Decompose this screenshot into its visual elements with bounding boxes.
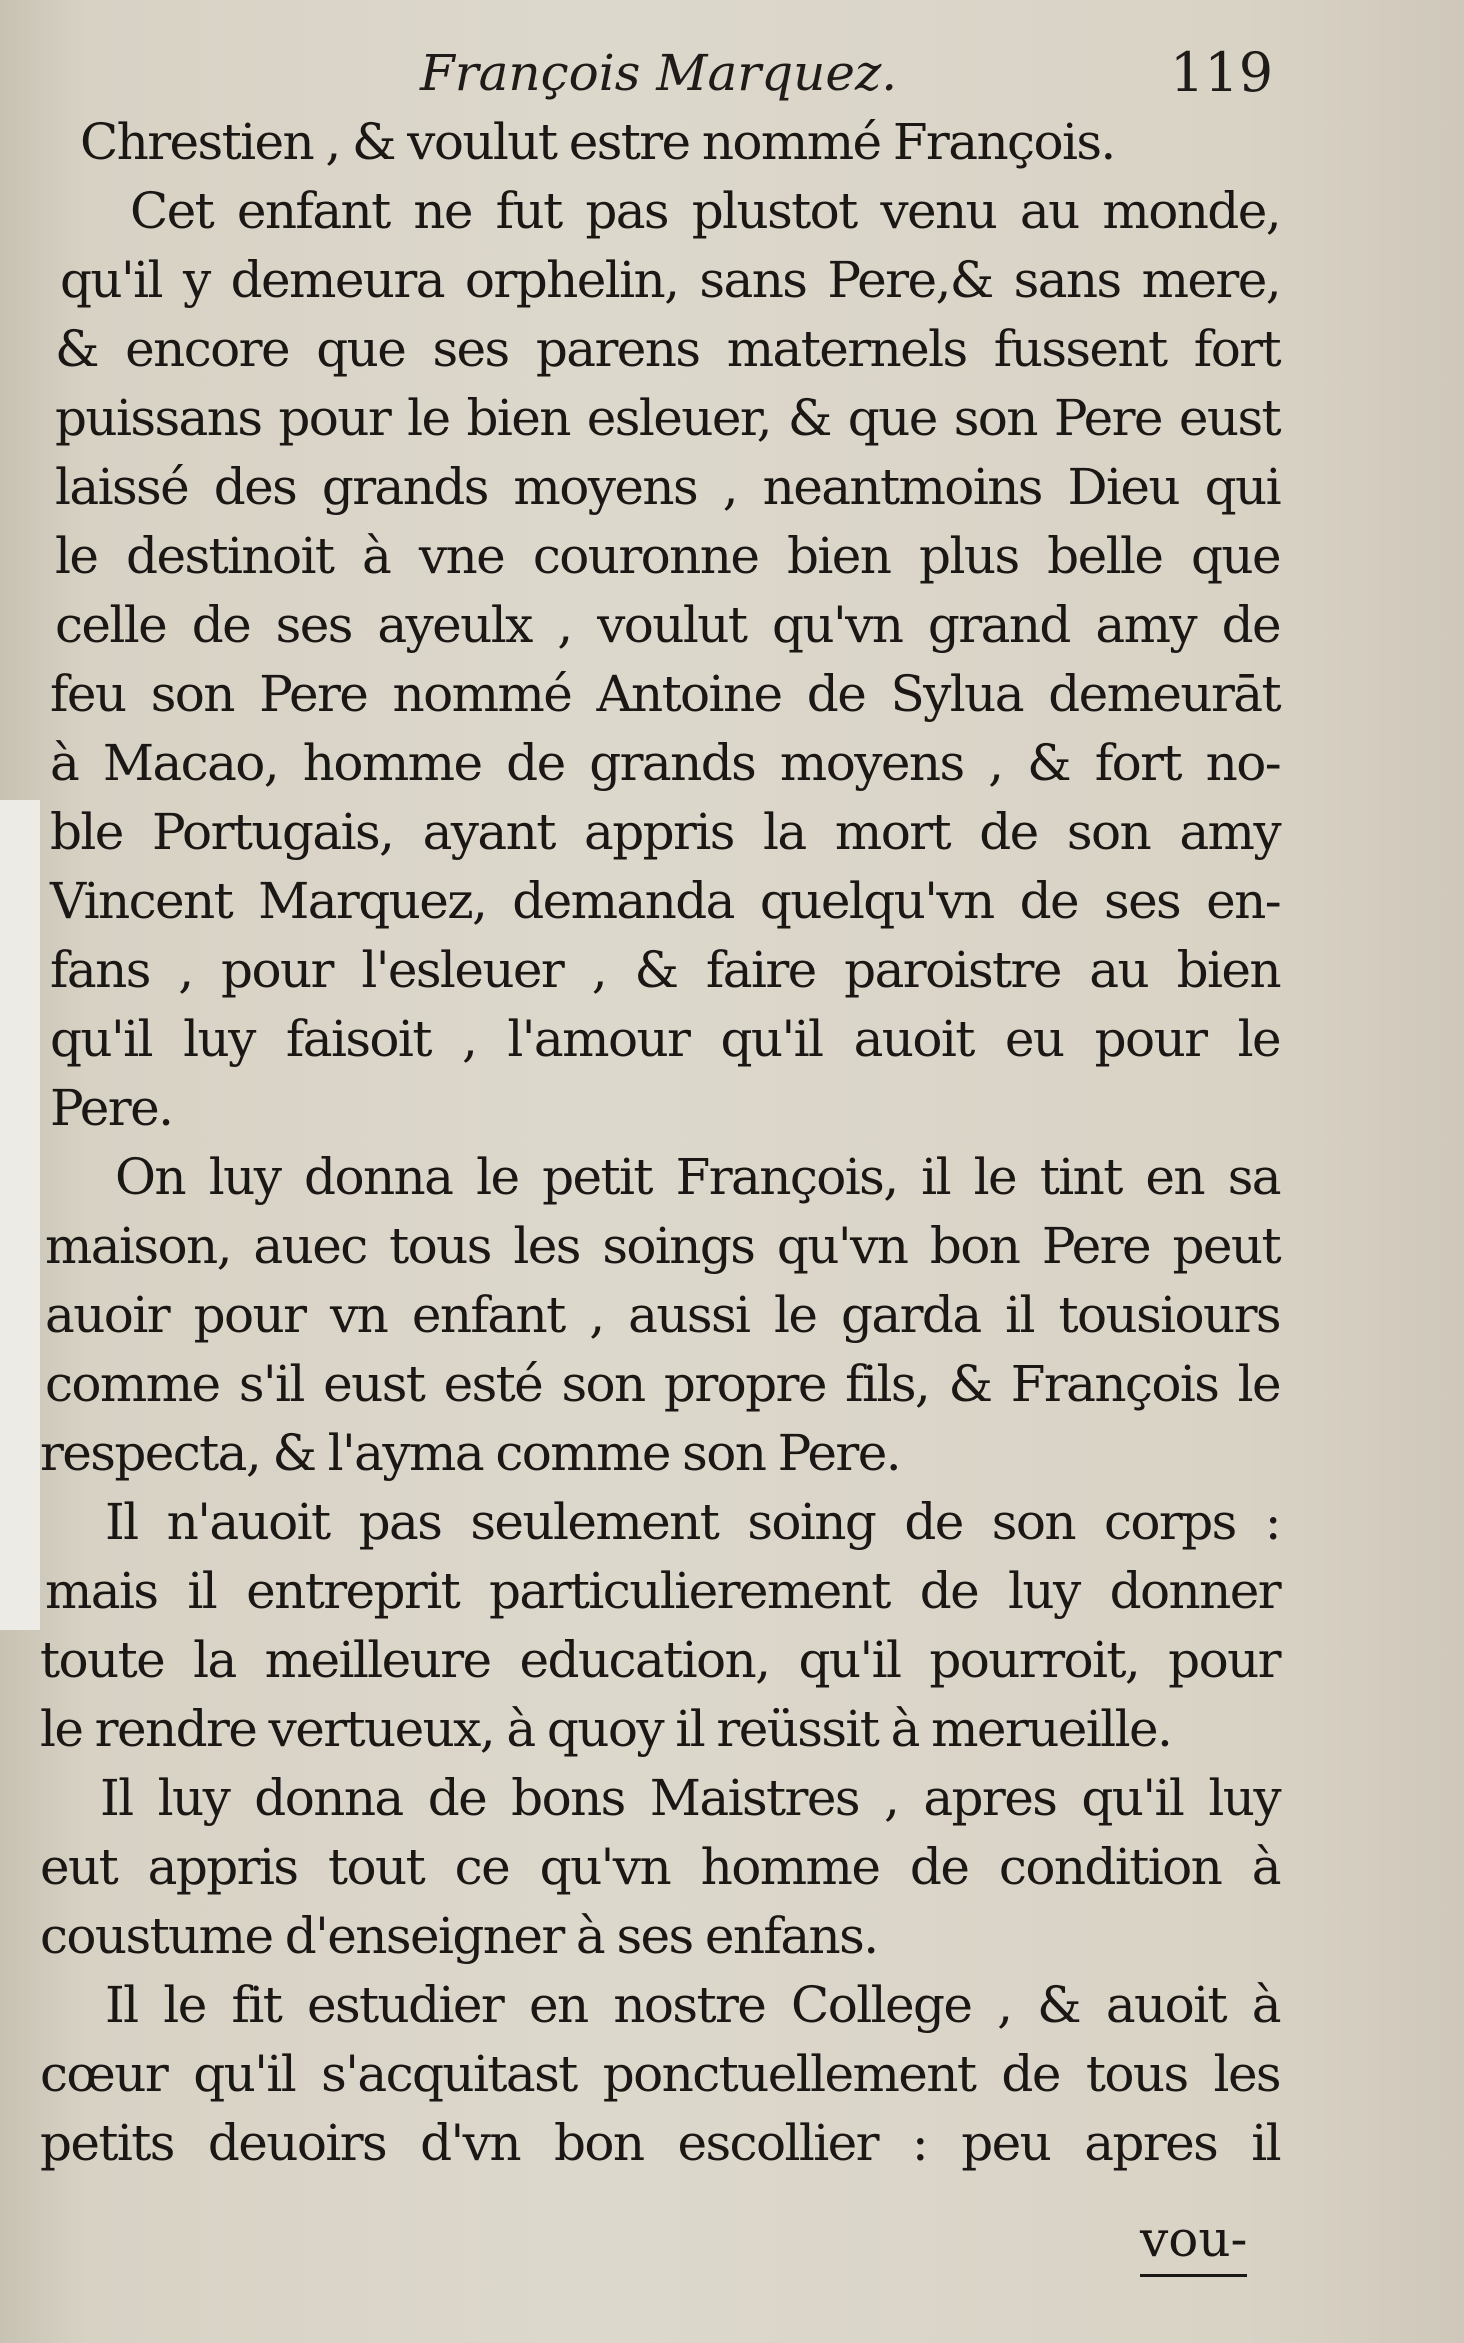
text-line: coustume d'enseigner à ses enfans. <box>40 1907 878 1965</box>
text-line: Il n'auoit pas seulement soing de son corps : <box>105 1493 1280 1551</box>
text-line: Cet enfant ne fut pas plustot venu au monde, <box>130 182 1280 240</box>
body-text <box>40 108 1280 2178</box>
text-line: Il le fit estudier en nostre College , & auoit à <box>105 1976 1280 2034</box>
text-line: le destinoit à vne couronne bien plus belle que <box>55 527 1280 585</box>
text-line: qu'il luy faisoit , l'amour qu'il auoit eu pour le <box>50 1010 1280 1068</box>
text-line: laissé des grands moyens , neantmoins Dieu qui <box>55 458 1280 516</box>
page-number: 119 <box>1170 41 1274 104</box>
text-line: mais il entreprit particulierement de luy donner <box>45 1562 1280 1620</box>
text-line: petits deuoirs d'vn bon escollier : peu apres il <box>40 2114 1280 2172</box>
text-line: Il luy donna de bons Maistres , apres qu'il luy <box>100 1769 1280 1827</box>
text-line: fans , pour l'esleuer , & faire paroistre au bien <box>50 941 1280 999</box>
text-line: eut appris tout ce qu'vn homme de condition à <box>40 1838 1280 1896</box>
text-line: Pere. <box>50 1079 173 1137</box>
text-line: & encore que ses parens maternels fussent fort <box>55 320 1280 378</box>
running-head-title: François Marquez. <box>420 44 898 102</box>
text-line: auoir pour vn enfant , aussi le garda il tousiours <box>45 1286 1280 1344</box>
text-line: maison, auec tous les soings qu'vn bon Pere peut <box>45 1217 1280 1275</box>
text-line: feu son Pere nommé Antoine de Sylua demeurāt <box>50 665 1280 723</box>
text-line: ble Portugais, ayant appris la mort de son amy <box>50 803 1280 861</box>
page-edge-strip <box>0 800 40 1630</box>
text-line: puissans pour le bien esleuer, & que son Pere eust <box>55 389 1280 447</box>
running-head <box>0 38 1464 108</box>
text-line: cœur qu'il s'acquitast ponctuellement de tous les <box>40 2045 1280 2103</box>
text-line: On luy donna le petit François, il le tint en sa <box>115 1148 1280 1206</box>
text-line: le rendre vertueux, à quoy il reüssit à merueille. <box>40 1700 1172 1758</box>
text-line: qu'il y demeura orphelin, sans Pere,& sans mere, <box>60 251 1280 309</box>
text-line: comme s'il eust esté son propre fils, & François le <box>45 1355 1280 1413</box>
text-line: Vincent Marquez, demanda quelqu'vn de ses en- <box>50 872 1280 930</box>
text-line: respecta, & l'ayma comme son Pere. <box>40 1424 900 1482</box>
text-line: celle de ses ayeulx , voulut qu'vn grand amy de <box>55 596 1280 654</box>
text-line: toute la meilleure education, qu'il pourroit, pour <box>40 1631 1280 1689</box>
catchword: vou- <box>1140 2205 1247 2277</box>
text-line: à Macao, homme de grands moyens , & fort no- <box>50 734 1280 792</box>
text-line: Chrestien , & voulut estre nommé François. <box>80 113 1115 171</box>
